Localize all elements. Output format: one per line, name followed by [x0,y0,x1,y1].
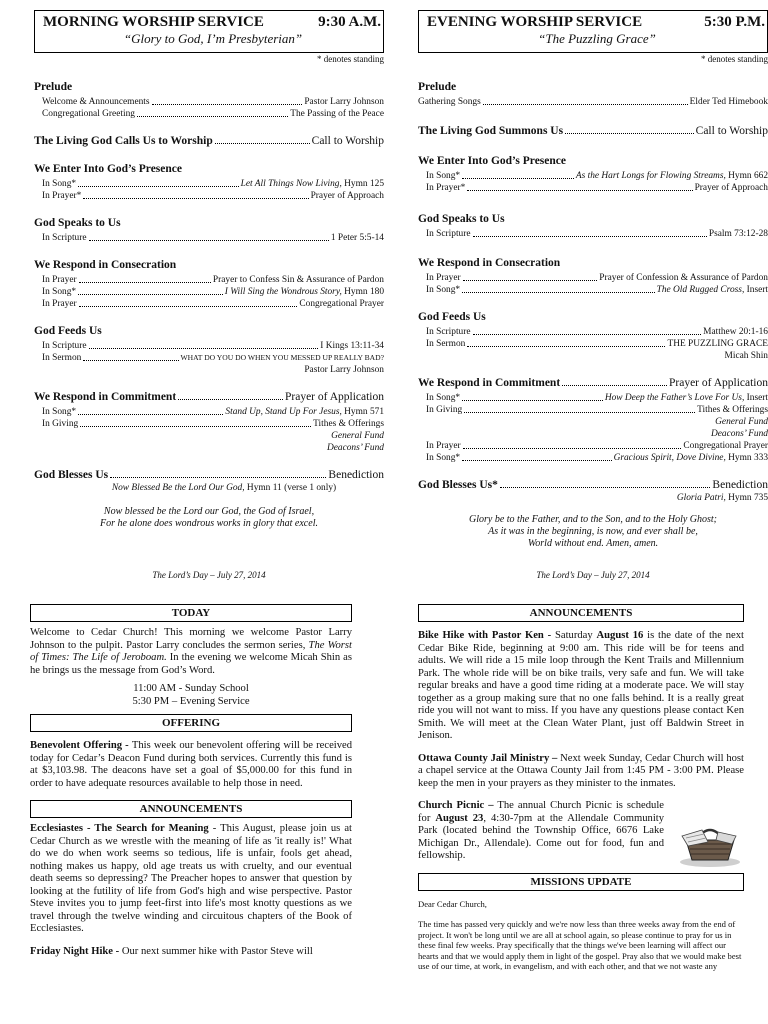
fund-line: General Fund [331,431,384,441]
order-item: In Song* Let All Things Now Living, Hymn 125 [42,179,384,189]
prelude-heading: Prelude [418,81,457,93]
order-item: Congregational Greeting The Passing of the Peace [42,109,384,119]
jail-ministry-paragraph: Ottawa County Jail Ministry – Next week Sunday, Cedar Church will host a chapel service at the Ottawa County Jail from 1:45 PM - 3:00 PM. Please keep the men in your prayers as they minister to the inmates. [418,752,744,789]
order-item: In Song* Stand Up, Stand Up For Jesus, Hymn 571 [42,407,384,417]
closing-verse: Now blessed be the Lord our God, the God of Israel, For he alone does wondrous works in glory that excel. [100,506,318,529]
morning-theme: “Glory to God, I’m Presbyterian” [123,31,303,46]
missions-update-title: MISSIONS UPDATE [418,873,744,891]
footer-date: The Lord’s Day – July 27, 2014 [152,570,266,580]
presence-heading: We Enter Into God’s Presence [34,163,182,175]
footer-date: The Lord’s Day – July 27, 2014 [536,570,650,580]
picnic-block [418,800,744,863]
order-item: In Song* The Old Rugged Cross, Insert [426,285,768,295]
order-item: In Prayer Prayer of Confession & Assurance of Pardon [426,273,768,283]
speaks-heading: God Speaks to Us [34,217,121,229]
order-item: In Song* How Deep the Father’s Love For Us, Insert [426,393,768,403]
order-item: In Sermon THE PUZZLING GRACE [426,339,768,349]
feeds-heading: God Feeds Us [418,311,486,323]
evening-theme: “The Puzzling Grace” [538,31,656,46]
evening-service-column [418,10,768,580]
blesses-heading: God Blesses Us Benediction [34,469,384,481]
fund-line: Deacons’ Fund [326,443,384,453]
order-item: In Song* Gracious Spirit, Dove Divine, Hymn 333 [426,453,768,463]
speaks-heading: God Speaks to Us [418,213,505,225]
announcements-title: ANNOUNCEMENTS [418,604,744,622]
order-item: In Scripture Matthew 20:1-16 [426,327,768,337]
order-item: In Giving Tithes & Offerings [42,419,384,429]
presence-heading: We Enter Into God’s Presence [418,155,566,167]
consecration-heading: We Respond in Consecration [34,259,177,271]
morning-title: MORNING WORSHIP SERVICE [43,14,264,30]
feeds-heading: God Feeds Us [34,325,102,337]
order-item: Welcome & Announcements Pastor Larry Johnson [42,97,384,107]
order-item: In Scripture Psalm 73:12-28 [426,229,768,239]
evening-title: EVENING WORSHIP SERVICE [427,14,643,30]
missions-letter: The time has passed very quickly and we're now less than three weeks away from the end of project. It won't be long until we are all at school again, so please continue to pray for us in these final few weeks. Pray specifically that the things we've been learning will affect our hearts and that we would apply them in light of the gospel. Pray also that we would make best use of our time, at work, in evangelism, and with each other, and that we not waste any [418,919,742,971]
friday-hike-paragraph: Friday Night Hike - Our next summer hike with Pastor Steve will [30,945,313,957]
closing-verse: Glory be to the Father, and to the Son, and to the Holy Ghost; As it was in the beginning, is now, and ever shall be, World without end. Amen, amen. [468,514,718,549]
order-item: In Song* I Will Sing the Wondrous Story, Hymn 180 [42,287,384,297]
today-title: TODAY [30,604,352,622]
announcements-title: ANNOUNCEMENTS [30,800,352,818]
sermon-preacher: Micah Shin [724,351,768,361]
offering-paragraph: Benevolent Offering - This week our benevolent offering will be received today for Cedar’s Deacon Fund during both services. Currently this fund is at $3,103.98. The deacons have set a goal of $5,000.00 for this fund in order to have adequate resources available to help those in need. [30,740,353,789]
standing-note: * denotes standing [317,54,384,64]
commitment-heading: We Respond in Commitment Prayer of Application [34,391,384,403]
morning-header-box [34,10,384,53]
picnic-paragraph: Church Picnic – The annual Church Picnic is schedule for August 23, 4:30-7pm at the Allendale Community Park (located behind the Township Office, 6676 Lake Michigan Dr., Allendale). Come out for food, fun and fellowship. [418,800,664,861]
bike-hike-paragraph: Bike Hike with Pastor Ken - Saturday August 16 is the date of the next Cedar Bike Ride, beginning at 9:00 am. This ride will be for teens and adults. We will ride a 15 mile loop through the Kent Trails and Millennium Park. The whole ride will be on bike trails, very safe and fun. We will take regular breaks and have a good time riding at a moderate pace. We will stay together as a group making sure that no one falls behind. It is a really great ride you will not want to miss. If you have any questions please contact Ken Smith. We will meet at the Clean Water Plant, just off Baldwin Street in Jenison. [418,630,744,741]
consecration-heading: We Respond in Consecration [418,257,561,269]
summons-heading: The Living God Summons Us Call to Worship [418,125,768,137]
announcements-column [418,604,744,972]
order-item: In Prayer Prayer to Confess Sin & Assurance of Pardon [42,275,384,285]
evening-time: 5:30 P.M. [704,14,765,30]
commitment-heading: We Respond in Commitment Prayer of Application [418,377,768,389]
ecclesiastes-paragraph: Ecclesiastes - The Search for Meaning - This August, please join us at Cedar Church as we wrestle with the meaning of life as 'it really is!' What do we do when work seems so tedious, life is unfair, fools get ahead, nothing makes us happy, old age treats us with cruelty, and our eventual death seems so depressing? The Preacher hopes to answer that question by looking at the futility of life from God's high and wise perspective. Pastor Steve invites you to jump feet-first into life's most knotty questions as we travel through the twelve winding and circuitous chapters of the Book of Ecclesiastes. [30,823,352,934]
order-item: In Prayer Congregational Prayer [426,441,768,451]
fund-line: Deacons’ Fund [710,429,768,439]
morning-time: 9:30 A.M. [318,14,381,30]
sermon-pastor: Pastor Larry Johnson [304,365,384,375]
order-item: In Prayer* Prayer of Approach [42,191,384,201]
letter-salutation: Dear Cedar Church, [418,898,487,909]
today-column [30,604,352,958]
blesses-hymn: Gloria Patri, Hymn 735 [676,493,768,503]
picnic-basket-icon [678,818,742,868]
offering-title: OFFERING [30,714,352,732]
order-item: In Prayer Congregational Prayer [42,299,384,309]
order-item: Gathering Songs Elder Ted Himebook [418,97,768,107]
order-item: In Sermon WHAT DO YOU DO WHEN YOU MESSED UP REALLY BAD? [42,353,384,363]
blesses-heading: God Blesses Us* Benediction [418,479,768,491]
prelude-heading: Prelude [34,81,73,93]
welcome-paragraph: Welcome to Cedar Church! This morning we welcome Pastor Larry Johnson to the pulpit. Pastor Larry concludes the sermon series, The Worst of Times: The Life of Jeroboam. In the evening we welcome Micah Shin as he brings us the message from God’s Word. [30,627,352,676]
blesses-hymn: Now Blessed Be the Lord Our God, Hymn 11 (verse 1 only) [111,483,337,493]
fund-line: General Fund [715,417,768,427]
order-item: In Scripture 1 Peter 5:5-14 [42,233,384,243]
schedule: 11:00 AM - Sunday School 5:30 PM – Evening Service [132,683,250,707]
standing-note: * denotes standing [701,54,768,64]
order-item: In Scripture I Kings 13:11-34 [42,341,384,351]
morning-service-column [34,10,384,580]
evening-header-box [418,10,768,53]
order-item: In Giving Tithes & Offerings [426,405,768,415]
call-to-worship-heading: The Living God Calls Us to Worship Call to Worship [34,135,384,147]
order-item: In Prayer* Prayer of Approach [426,183,768,193]
order-item: In Song* As the Hart Longs for Flowing Streams, Hymn 662 [426,171,768,181]
